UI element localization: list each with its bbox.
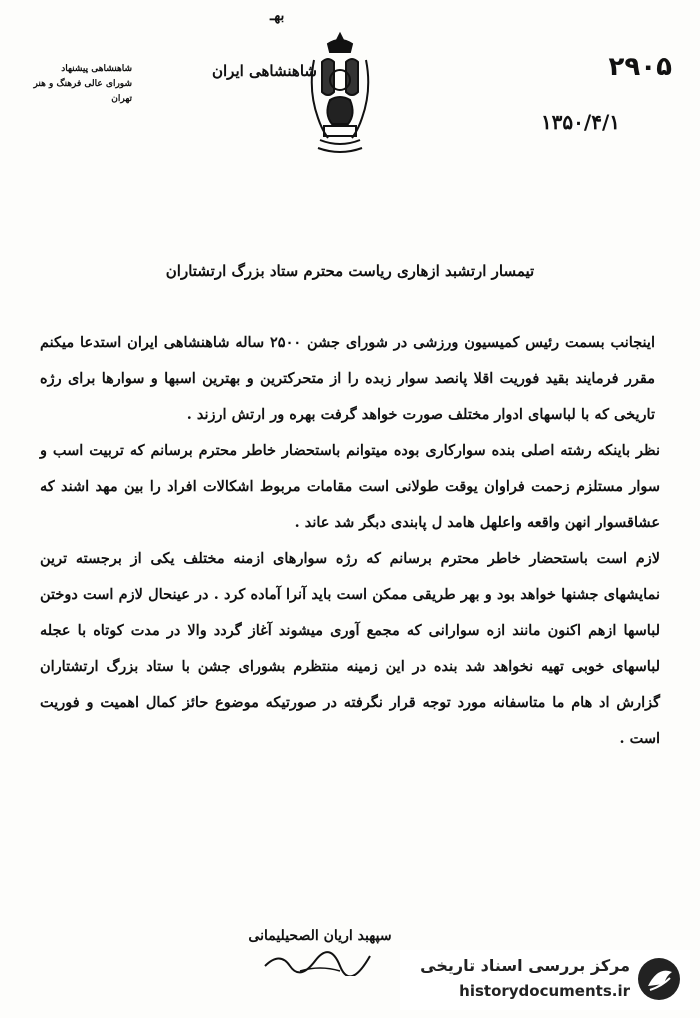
- left-header-line: تهران: [111, 94, 132, 104]
- watermark-text-en: historydocuments.ir: [459, 982, 630, 1000]
- letter-body: [40, 325, 660, 757]
- reference-date: ۱۳۵۰/۴/۱: [540, 110, 620, 134]
- left-header-line: شورای عالی فرهنگ و هنر: [33, 79, 132, 89]
- signatory-name: سپهبد اریان الصحیلیمانی: [248, 928, 392, 944]
- country-name: شاهنشاهی ایران: [212, 62, 317, 80]
- reference-number: ۲۹۰۵: [608, 52, 672, 82]
- watermark: [400, 950, 690, 1010]
- signature-scribble-icon: [260, 946, 380, 976]
- body-paragraph: اینجانب بسمت رئیس کمیسیون ورزشی در شورای جشن ۲۵۰۰ ساله شاهنشاهی ایران استدعا میکنم مقرر فرمایند بقید فوریت اقلا پانصد سوار زبده را از متحرکترین و بهترین اسبها و سوارها برای رژه تاریخی که با لباسهای ادوار مختلف صورت خواهد گرفت بهره ور ارتش ارزند .: [40, 334, 656, 423]
- left-header: [22, 62, 132, 107]
- top-mark: بهـ: [270, 8, 285, 24]
- national-emblem-icon: [300, 30, 380, 155]
- archive-logo-icon: [636, 956, 682, 1002]
- watermark-text-fa: مرکز بررسی اسناد تاریخی: [420, 956, 630, 975]
- letter-title: تیمسار ارتشبد ازهاری ریاست محترم ستاد بزرگ ارتشتاران: [165, 262, 535, 280]
- body-paragraph: لازم است باستحضار خاطر محترم برسانم که رژه سوارهای ازمنه مختلف یکی از برجسته ترین نمایشهای جشنها خواهد بود و بهر طریقی ممکن است باید آنرا آماده کرد . در عینحال لازم است دوختن لباسها ازهم اکنون مانند ازه سوارانی که مجمع آوری میشوند آغاز گردد والا در مدت کوتاه با عجله لباسهای خوبی تهیه نخواهد شد بنده در این زمینه منتظرم بشورای جشن با ستاد بزرگ ارتشتاران گزارش اد هام ما متاسفانه مورد توجه قرار نگرفته در صورتیکه موضوع حائز کمال اهمیت و فوریت است .: [40, 550, 660, 747]
- left-header-line: شاهنشاهی پیشنهاد: [61, 64, 132, 74]
- body-paragraph: نظر باینکه رشته اصلی بنده سوارکاری بوده میتوانم باستحضار خاطر محترم برسانم که تربیت اسب و سوار مستلزم زحمت فراوان یوقت طولانی است مقامات مربوط اشکالات افراد را بین مهد اشند که عشاقسوار انهن واقعه واعلهل هامد ل پابندی دبگر شد عاند .: [40, 442, 660, 531]
